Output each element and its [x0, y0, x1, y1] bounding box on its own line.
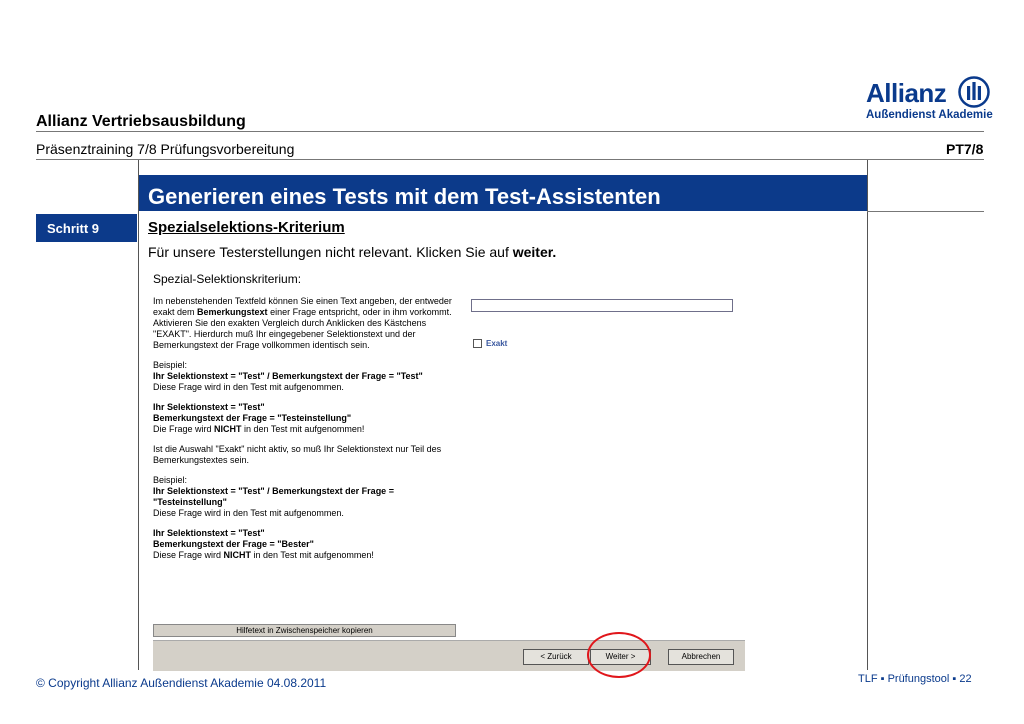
help-example-2: Ihr Selektionstext = "Test" Bemerkungstext der Frage = "Testeinstellung" Die Frage wird NICHT in den Test mit aufgenommen! [153, 402, 365, 434]
help-example-1: Beispiel: Ihr Selektionstext = "Test" / Bemerkungstext der Frage = "Test" Diese Frage wird in den Test mit aufgenommen. [153, 360, 423, 392]
step-label: Schritt 9 [47, 221, 100, 236]
selection-text-input[interactable] [471, 299, 733, 312]
header-divider [36, 131, 984, 132]
subheader-divider [36, 159, 984, 160]
slide-title: Generieren eines Tests mit dem Test-Assistenten [148, 184, 661, 209]
footer-page-info: TLF ▪ Prüfungstool ▪ 22 [858, 673, 972, 685]
exakt-checkbox[interactable] [473, 339, 482, 348]
section-instruction [148, 244, 556, 260]
help-example-3: Beispiel: Ihr Selektionstext = "Test" / Bemerkungstext der Frage = "Testeinstellung" Diese Frage wird in den Test mit aufgenommen. [153, 475, 394, 518]
help-intro: Im nebenstehenden Textfeld können Sie einen Text angeben, der entweder exakt dem Bemerkungstext einer Frage entspricht, oder in ihm vorkommt. Aktivieren Sie den exakten Vergleich durch Anklicken des Kästchens "EXAKT". Hierdurch muß Ihr eingegebener Selektionstext und der Bemerkungstext der Frage vollkommen identisch sein. [153, 296, 452, 350]
cancel-button[interactable]: Abbrechen [668, 649, 734, 665]
instruction-emphasis: weiter. [512, 244, 557, 260]
next-button[interactable]: Weiter > [590, 649, 651, 665]
allianz-logo-text: Allianz [866, 78, 947, 108]
help-example-4: Ihr Selektionstext = "Test" Bemerkungstext der Frage = "Bester" Diese Frage wird NICHT in den Test mit aufgenommen! [153, 528, 374, 560]
back-button[interactable]: < Zurück [523, 649, 589, 665]
right-title-rule [867, 211, 984, 212]
next-highlight-ring [587, 632, 651, 678]
help-note: Ist die Auswahl "Exakt" nicht aktiv, so muß Ihr Selektionstext nur Teil des Bemerkungstextes sein. [153, 444, 442, 465]
copy-help-button[interactable]: Hilfetext in Zwischenspeicher kopieren [153, 624, 456, 637]
allianz-logo-subtitle: Außendienst Akademie [866, 109, 993, 121]
page-title: Allianz Vertriebsausbildung [36, 113, 246, 130]
left-column-rule [138, 160, 139, 670]
module-code: PT7/8 [946, 141, 984, 157]
footer-copyright: © Copyright Allianz Außendienst Akademie 04.08.2011 [36, 676, 327, 690]
instruction-text: Für unsere Testerstellungen nicht relevant. Klicken Sie auf [148, 244, 513, 260]
allianz-eagle-icon [958, 76, 990, 108]
right-column-rule [867, 160, 868, 670]
exakt-label: Exakt [486, 339, 508, 348]
dialog-title: Spezial-Selektionskriterium: [153, 272, 302, 286]
page-subtitle: Präsenztraining 7/8 Prüfungsvorbereitung [36, 141, 295, 157]
help-text [153, 296, 463, 570]
section-title: Spezialselektions-Kriterium [148, 219, 345, 236]
wizard-button-bar [153, 640, 745, 671]
